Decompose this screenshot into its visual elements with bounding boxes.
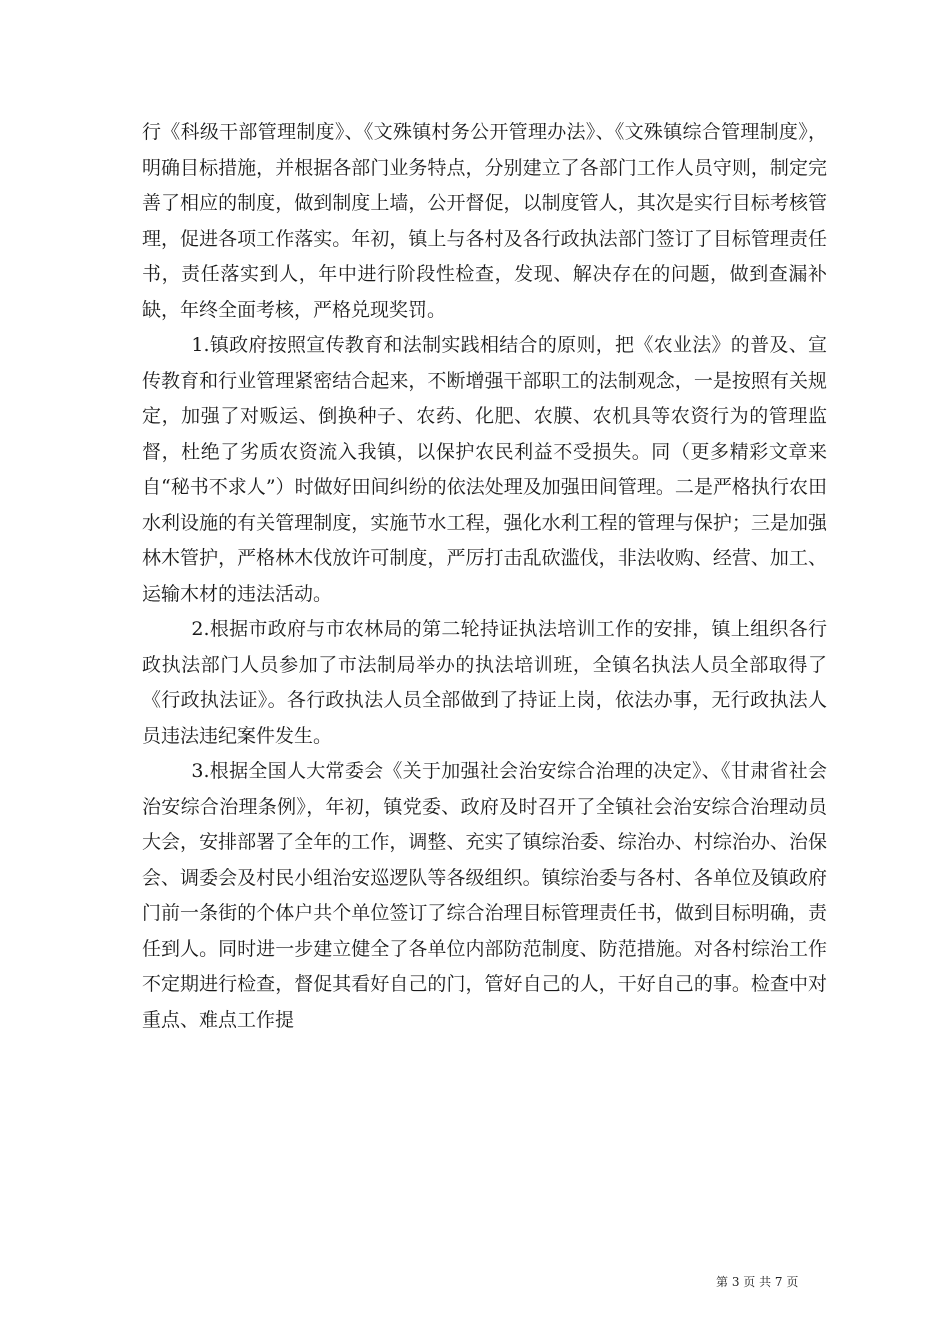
paragraph-item-2: 2.根据市政府与市农林局的第二轮持证执法培训工作的安排，镇上组织各行政执法部门人员参加了市法制局举办的执法培训班，全镇名执法人员全部取得了《行政执法证》。各行政执法人员全部做到了持证上岗，依法办事，无行政执法人员违法违纪案件发生。 bbox=[142, 618, 827, 747]
document-body bbox=[142, 115, 827, 1038]
paragraph-continuation: 行《科级干部管理制度》、《文殊镇村务公开管理办法》、《文殊镇综合管理制度》，明确目标措施，并根据各部门业务特点，分别建立了各部门工作人员守则，制定完善了相应的制度，做到制度上墙，公开督促，以制度管人，其次是实行目标考核管理，促进各项工作落实。年初，镇上与各村及各行政执法部门签订了目标管理责任书，责任落实到人，年中进行阶段性检查，发现、解决存在的问题，做到查漏补缺，年终全面考核，严格兑现奖罚。 bbox=[142, 121, 827, 321]
page-number-footer: 第 3 页 共 7 页 bbox=[716, 1275, 799, 1289]
paragraph-item-1: 1.镇政府按照宣传教育和法制实践相结合的原则，把《农业法》的普及、宣传教育和行业管理紧密结合起来，不断增强干部职工的法制观念，一是按照有关规定，加强了对贩运、倒换种子、农药、化肥、农膜、农机具等农资行为的管理监督，杜绝了劣质农资流入我镇，以保护农民利益不受损失。同（更多精彩文章来自“秘书不求人”）时做好田间纠纷的依法处理及加强田间管理。二是严格执行农田水利设施的有关管理制度，实施节水工程，强化水利工程的管理与保护；三是加强林木管护，严格林木伐放许可制度，严厉打击乱砍滥伐，非法收购、经营、加工、运输木材的违法活动。 bbox=[142, 334, 827, 605]
paragraph-item-3: 3.根据全国人大常委会《关于加强社会治安综合治理的决定》、《甘肃省社会治安综合治理条例》，年初，镇党委、政府及时召开了全镇社会治安综合治理动员大会，安排部署了全年的工作，调整、充实了镇综治委、综治办、村综治办、治保会、调委会及村民小组治安巡逻队等各级组织。镇综治委与各村、各单位及镇政府门前一条街的个体户共个单位签订了综合治理目标管理责任书，做到目标明确，责任到人。同时进一步建立健全了各单位内部防范制度、防范措施。对各村综治工作不定期进行检查，督促其看好自己的门，管好自己的人，干好自己的事。检查中对重点、难点工作提 bbox=[142, 760, 827, 1031]
